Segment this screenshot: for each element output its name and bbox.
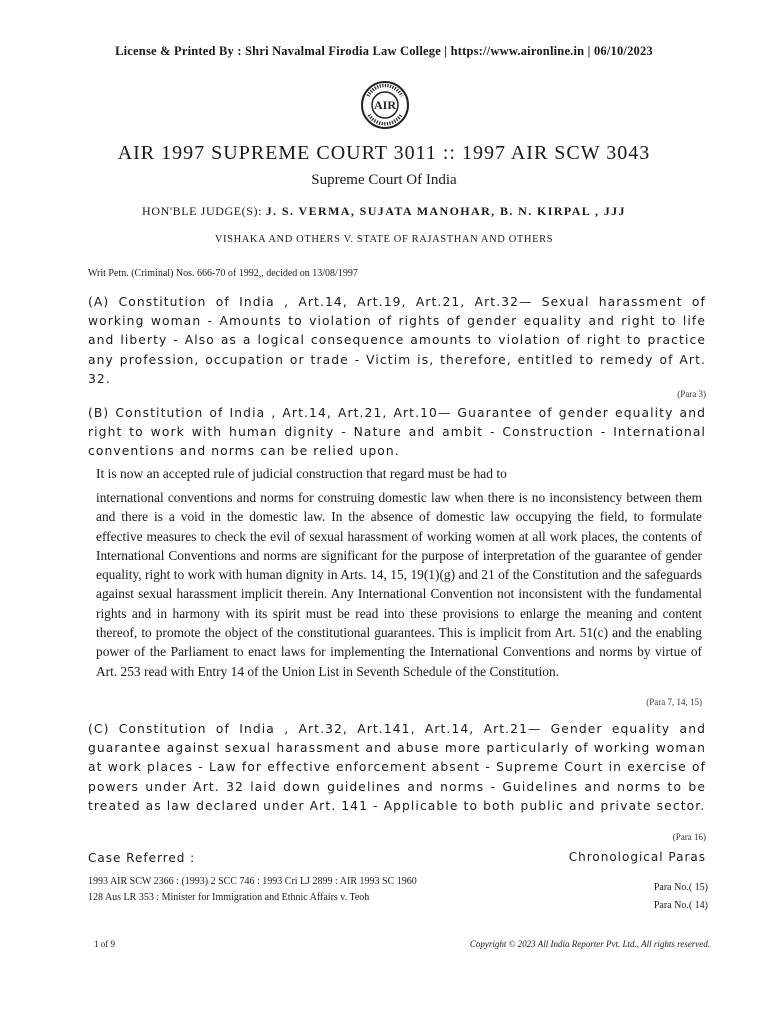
case-reference: 1993 AIR SCW 2366 : (1993) 2 SCC 746 : 1993 Cri LJ 2899 : AIR 1993 SC 1960 — [88, 876, 417, 887]
headnote-b-first-line: It is now an accepted rule of judicial construction that regard must be had to — [96, 466, 507, 481]
judges-label: HON'BLE JUDGE(S): — [142, 204, 263, 218]
headnote-a: (A) Constitution of India , Art.14, Art.19, Art.21, Art.32— Sexual harassment of working woman - Amounts to violation of rights of gender equality and right to life and liberty - Also as a logical consequence amounts to violation of right to practice any profession, occupation or trade - Victim is, therefore, entitled to remedy of Art. 32. — [88, 295, 706, 386]
judges-names: J. S. VERMA, SUJATA MANOHAR, B. N. KIRPAL , JJJ — [265, 204, 626, 218]
svg-text:AIR: AIR — [373, 98, 397, 112]
citation-title: AIR 1997 SUPREME COURT 3011 :: 1997 AIR SCW 3043 — [117, 142, 651, 164]
license-header: License & Printed By : Shri Navalmal Firodia Law College | https://www.aironline.in | 06/10/2023 — [115, 44, 653, 58]
para-number: Para No.( 15) — [653, 882, 708, 893]
page-number: 1 of 9 — [94, 939, 115, 949]
headnote-a-para: (Para 3) — [677, 389, 706, 399]
court-name: Supreme Court Of India — [311, 172, 457, 188]
headnote-c: (C) Constitution of India , Art.32, Art.141, Art.14, Art.21— Gender equality and guarantee against sexual harassment and abuse more particularly of working woman at work places - Law for effective enforcement absent - Supreme Court in exercise of powers under Art. 32 laid down guidelines and norms - Guidelines and norms to be treated as law declared under Art. 141 - Applicable to both public and private sector. — [88, 722, 706, 813]
chronological-paras-heading: Chronological Paras — [568, 850, 706, 864]
copyright-notice: Copyright © 2023 All India Reporter Pvt. Ltd., All rights reserved. — [469, 939, 710, 949]
headnote-c-para: (Para 16) — [672, 832, 706, 842]
case-referred-heading: Case Referred : — [88, 851, 196, 865]
writ-details: Writ Petn. (Criminal) Nos. 666-70 of 1992,, decided on 13/08/1997 — [88, 268, 358, 279]
headnote-b: (B) Constitution of India , Art.14, Art.21, Art.10— Guarantee of gender equality and right to work with human dignity - Nature and ambit - Construction - International conventions and norms can be relied upon. — [88, 406, 706, 459]
para-number: Para No.( 14) — [653, 900, 708, 911]
case-reference: 128 Aus LR 353 : Minister for Immigration and Ethnic Affairs v. Teoh — [88, 892, 370, 903]
judges-line — [0, 204, 768, 219]
headnote-b-para: (Para 7, 14, 15) — [646, 697, 702, 707]
case-parties: VISHAKA AND OTHERS V. STATE OF RAJASTHAN AND OTHERS — [214, 234, 554, 245]
air-reporter-seal-icon — [360, 80, 410, 130]
headnote-b-body: international conventions and norms for construing domestic law when there is no inconsistency between them and there is a void in the domestic law. In the absence of domestic law occupying the field, to formulate effective measures to check the evil of sexual harassment of working women at all work places, the contents of International Conventions and norms are significant for the purpose of interpretation of the guarantee of gender equality, right to work with human dignity in Arts. 14, 15, 19(1)(g) and 21 of the Constitution and the safeguards against sexual harassment implicit therein. Any International Convention not inconsistent with the fundamental rights and in harmony with its spirit must be read into these provisions to enlarge the meaning and content thereof, to promote the object of the constitutional guarantees. This is implicit from Art. 51(c) and the enabling power of the Parliament to enact laws for implementing the International Conventions and norms by virtue of Art. 253 read with Entry 14 of the Union List in Seventh Schedule of the Constitution. — [96, 490, 702, 679]
